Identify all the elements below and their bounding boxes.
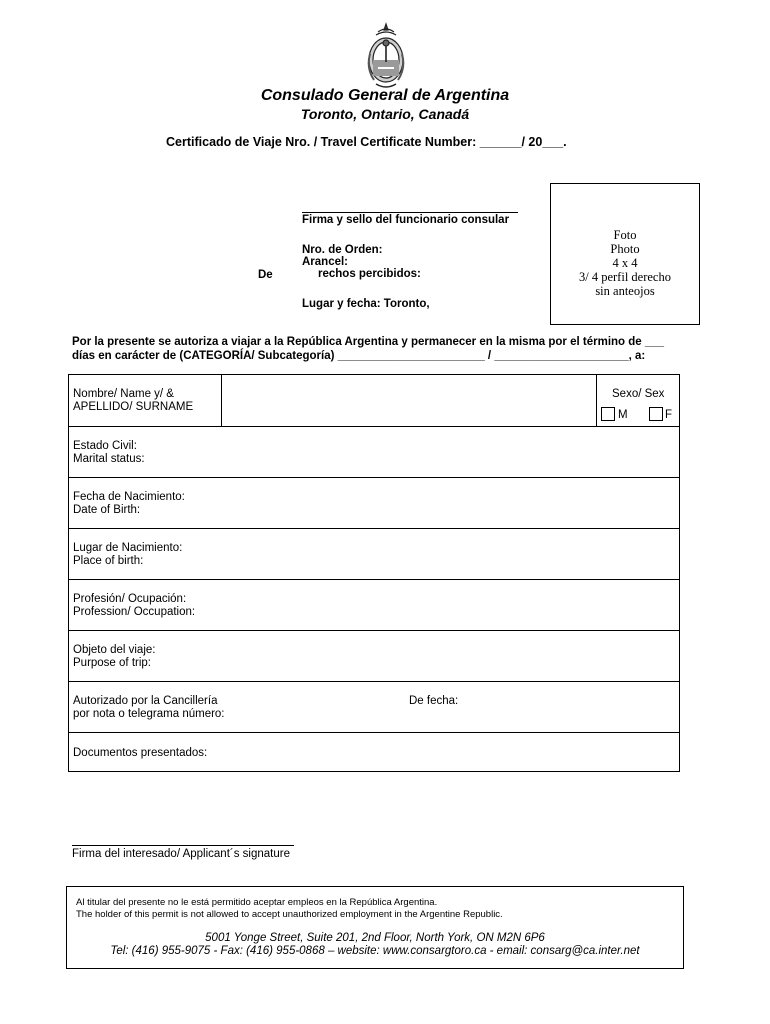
authorized-label-es: Autorizado por la Cancillería [73, 695, 218, 707]
authorization-line-1: Por la presente se autoriza a viajar a la República Argentina y permanecer en la misma por el término de ___ [72, 336, 665, 348]
rights-collected-field[interactable]: rechos percibidos: [318, 268, 421, 280]
marital-status-field[interactable] [73, 440, 145, 466]
row-divider [69, 477, 679, 478]
authorization-date-field[interactable]: De fecha: [409, 695, 459, 707]
marital-label-es: Estado Civil: [73, 440, 137, 452]
dob-label-es: Fecha de Nacimiento: [73, 491, 185, 503]
consulate-address: 5001 Yonge Street, Suite 201, 2nd Floor, North York, ON M2N 6P6 [205, 932, 545, 944]
pob-label-en: Place of birth: [73, 555, 144, 567]
applicant-signature-label: Firma del interesado/ Applicant´s signature [72, 848, 290, 860]
profession-label-es: Profesión/ Ocupación: [73, 593, 187, 605]
row-divider [69, 681, 679, 682]
fee-field[interactable]: Arancel: [302, 256, 349, 268]
consular-signature-label: Firma y sello del funcionario consular [302, 214, 510, 226]
surname-label-line: APELLIDO/ SURNAME [73, 401, 194, 413]
dob-label-en: Date of Birth: [73, 504, 141, 516]
order-number-field[interactable]: Nro. de Orden: [302, 244, 383, 256]
notice-english: The holder of this permit is not allowed to accept unauthorized employment in the Argentine Republic. [76, 909, 503, 920]
sex-m-checkbox[interactable] [601, 407, 615, 421]
row-divider [69, 426, 679, 427]
applicant-form-table [68, 374, 680, 772]
place-of-birth-field[interactable] [73, 542, 182, 568]
applicant-signature-line[interactable] [72, 845, 294, 846]
marital-label-en: Marital status: [73, 453, 145, 465]
page-subtitle: Toronto, Ontario, Canadá [300, 106, 470, 122]
de-label: De [258, 269, 273, 281]
photo-instructions [550, 228, 700, 298]
photo-line: Photo [610, 242, 640, 256]
certificate-number-field[interactable]: Certificado de Viaje Nro. / Travel Certificate Number: ______/ 20___. [166, 135, 567, 149]
notice-spanish: Al titular del presente no le está permitido aceptar empleos en la República Argentina. [76, 897, 438, 908]
row-divider [69, 528, 679, 529]
purpose-field[interactable] [73, 644, 155, 670]
pob-label-es: Lugar de Nacimiento: [73, 542, 183, 554]
name-input[interactable] [222, 375, 596, 426]
row-divider [69, 630, 679, 631]
profession-field[interactable] [73, 593, 195, 619]
consular-signature-line [302, 212, 518, 213]
date-of-birth-field[interactable] [73, 491, 185, 517]
name-label-line: Nombre/ Name y/ & [73, 388, 174, 400]
authorization-number-field[interactable] [73, 695, 225, 721]
row-divider [69, 732, 679, 733]
sex-f-label: F [665, 409, 673, 421]
coat-of-arms-icon [364, 22, 408, 92]
place-date-field[interactable]: Lugar y fecha: Toronto, [302, 298, 430, 310]
purpose-label-en: Purpose of trip: [73, 657, 151, 669]
authorization-text [72, 335, 692, 363]
purpose-label-es: Objeto del viaje: [73, 644, 156, 656]
name-label [73, 388, 193, 414]
photo-line: sin anteojos [595, 284, 655, 298]
column-divider [596, 375, 597, 426]
authorized-label-en: por nota o telegrama número: [73, 708, 225, 720]
sex-m-label: M [618, 409, 628, 421]
sex-f-checkbox[interactable] [649, 407, 663, 421]
consulate-contact: Tel: (416) 955-9075 - Fax: (416) 955-0868 – website: www.consargtoro.ca - email: consarg@ca.inter.net [110, 945, 640, 957]
photo-line: 3/ 4 perfil derecho [579, 270, 671, 284]
photo-line: Foto [613, 228, 637, 242]
authorization-line-2: días en carácter de (CATEGORÍA/ Subcategoría) _______________________ / _____________________, a: [72, 350, 646, 362]
row-divider [69, 579, 679, 580]
profession-label-en: Profession/ Occupation: [73, 606, 196, 618]
photo-line: 4 x 4 [612, 256, 638, 270]
sex-label: Sexo/ Sex [612, 388, 665, 400]
page-title: Consulado General de Argentina [260, 87, 510, 104]
documents-field[interactable]: Documentos presentados: [73, 747, 208, 759]
